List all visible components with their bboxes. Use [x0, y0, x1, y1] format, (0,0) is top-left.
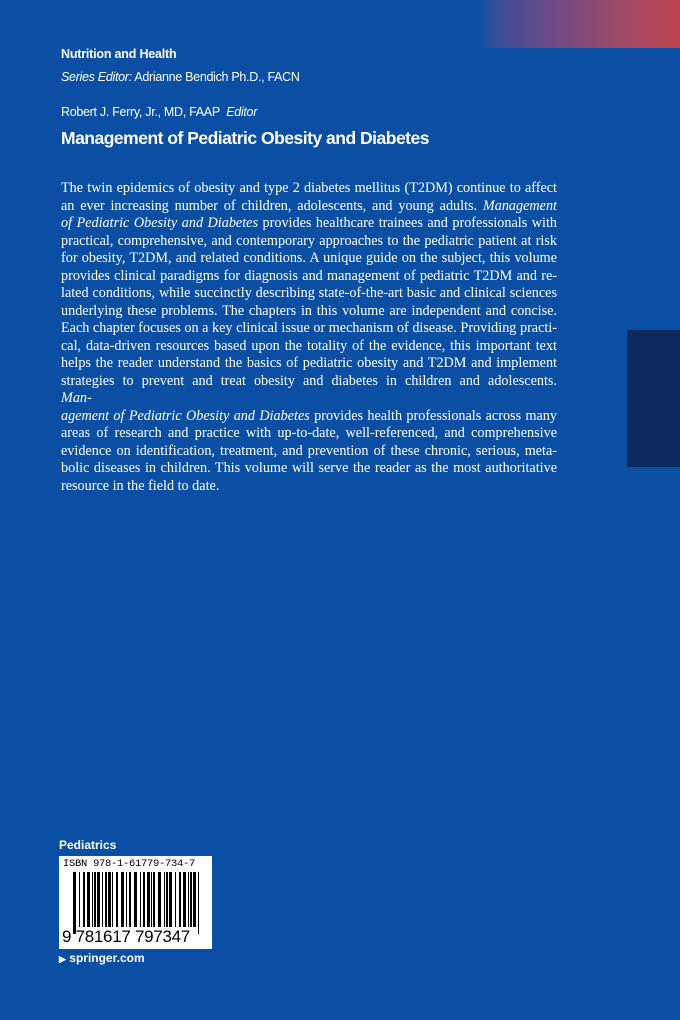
blurb-segment: lated conditions, while succinctly describing state-of-the-art basic and clinical sciences	[61, 285, 557, 301]
website-link[interactable]	[59, 951, 145, 965]
blurb-line	[61, 478, 557, 496]
blurb-line	[61, 338, 557, 356]
barcode-bar	[147, 872, 150, 927]
barcode-bar	[140, 872, 141, 927]
barcode-bar	[121, 872, 124, 927]
blurb-line	[61, 285, 557, 303]
category-label: Pediatrics	[59, 838, 117, 852]
barcode-bar	[153, 872, 155, 927]
blurb-line	[61, 268, 557, 286]
blurb-segment: strategies to prevent and treat obesity and diabetes in children and adolescents.	[61, 372, 557, 389]
blurb-segment: cal, data-driven resources based upon the totality of the evidence, this important text	[61, 337, 557, 354]
barcode-bar	[179, 872, 181, 927]
blurb-segment: provides clinical paradigms for diagnosis and management of pediatric T2DM and re-	[61, 267, 557, 284]
blurb-segment: practical, comprehensive, and contemporary approaches to the pediatric patient at risk	[61, 232, 557, 249]
blurb-line	[61, 233, 557, 251]
barcode-bar	[193, 872, 196, 927]
barcode-bar	[129, 872, 131, 927]
barcode-bar	[92, 872, 93, 927]
barcode-bars	[73, 872, 203, 934]
ean-digits	[62, 927, 190, 947]
ean-rest-digits: 781617 797347	[75, 927, 190, 946]
blurb-line	[61, 215, 557, 233]
isbn-text: ISBN 978-1-61779-734-7	[63, 858, 196, 870]
play-arrow-icon: ▶	[59, 954, 66, 964]
blurb-line	[61, 443, 557, 461]
barcode-bar	[83, 872, 85, 927]
editor-name: Robert J. Ferry, Jr., MD, FAAP	[61, 105, 220, 119]
blurb-segment: of Pediatric Obesity and Diabetes	[61, 215, 258, 231]
website-text: springer.com	[69, 951, 145, 965]
blurb-segment: bolic diseases in children. This volume will serve the reader as the most authoritative	[61, 460, 557, 476]
blurb-line	[61, 425, 557, 443]
blurb-segment: areas of research and practice with up-to-date, well-referenced, and comprehensive	[61, 425, 557, 441]
barcode-bar	[126, 872, 127, 927]
blurb-segment: evidence on identification, treatment, and prevention of these chronic, serious, meta-	[61, 442, 557, 459]
series-editor	[61, 70, 300, 84]
corner-gradient	[478, 0, 680, 48]
blurb-segment: underlying these problems. The chapters in this volume are independent and concise.	[61, 302, 557, 319]
barcode	[59, 856, 212, 949]
barcode-bar	[158, 872, 161, 927]
barcode-bar	[164, 872, 165, 927]
blurb-segment: agement of Pediatric Obesity and Diabetes	[61, 407, 310, 424]
blurb-segment: Management	[482, 197, 557, 214]
blurb-line	[61, 390, 557, 408]
blurb-line	[61, 303, 557, 321]
blurb-segment: Man-	[61, 390, 92, 406]
barcode-bar	[73, 872, 76, 934]
blurb-segment: The twin epidemics of obesity and type 2 diabetes mellitus (T2DM) continue to affect	[61, 180, 557, 196]
blurb-text	[61, 180, 557, 495]
series-editor-label: Series Editor:	[61, 70, 132, 84]
blurb-segment: for obesity, T2DM, and related conditions. A unique guide on the subject, this volume	[61, 250, 557, 266]
barcode-bar	[166, 872, 168, 927]
barcode-bar	[79, 872, 80, 927]
blurb-segment: resource in the field to date.	[61, 477, 220, 494]
barcode-bar	[102, 872, 103, 927]
barcode-bar	[183, 872, 186, 927]
series-editor-name: Adrianne Bendich Ph.D., FACN	[131, 70, 300, 84]
barcode-bar	[198, 872, 199, 934]
book-title: Management of Pediatric Obesity and Diabetes	[61, 128, 429, 148]
series-name: Nutrition and Health	[61, 47, 177, 61]
blurb-line	[61, 355, 557, 373]
barcode-bar	[116, 872, 118, 927]
blurb-line	[61, 250, 557, 268]
blurb-line	[61, 180, 557, 198]
barcode-bar	[143, 872, 145, 927]
barcode-bar	[105, 872, 107, 927]
blurb-line	[61, 320, 557, 338]
barcode-bar	[169, 872, 172, 927]
blurb-line	[61, 460, 557, 478]
barcode-bar	[108, 872, 111, 927]
barcode-bar	[175, 872, 176, 927]
blurb-line	[61, 198, 557, 216]
blurb-segment: provides health professionals across many	[309, 407, 557, 424]
blurb-line	[61, 408, 557, 426]
ean-first-digit: 9	[62, 927, 72, 946]
barcode-bar	[97, 872, 100, 927]
editor	[61, 105, 257, 119]
blurb-segment: Each chapter focuses on a key clinical issue or mechanism of disease. Providing practi-	[61, 320, 557, 336]
barcode-bar	[94, 872, 96, 927]
barcode-bar	[151, 872, 152, 927]
blurb-segment: an ever increasing number of children, adolescents, and young adults.	[61, 197, 483, 214]
blurb-segment: provides healthcare trainees and professionals with	[258, 215, 557, 231]
blurb-segment: helps the reader understand the basics of pediatric obesity and T2DM and implement	[61, 355, 557, 371]
barcode-bar	[87, 872, 90, 927]
edge-band	[627, 330, 680, 467]
barcode-bar	[188, 872, 189, 927]
editor-label: Editor	[226, 105, 258, 119]
barcode-bar	[190, 872, 192, 927]
barcode-bar	[134, 872, 137, 927]
barcode-bar	[112, 872, 113, 927]
blurb-line	[61, 373, 557, 391]
